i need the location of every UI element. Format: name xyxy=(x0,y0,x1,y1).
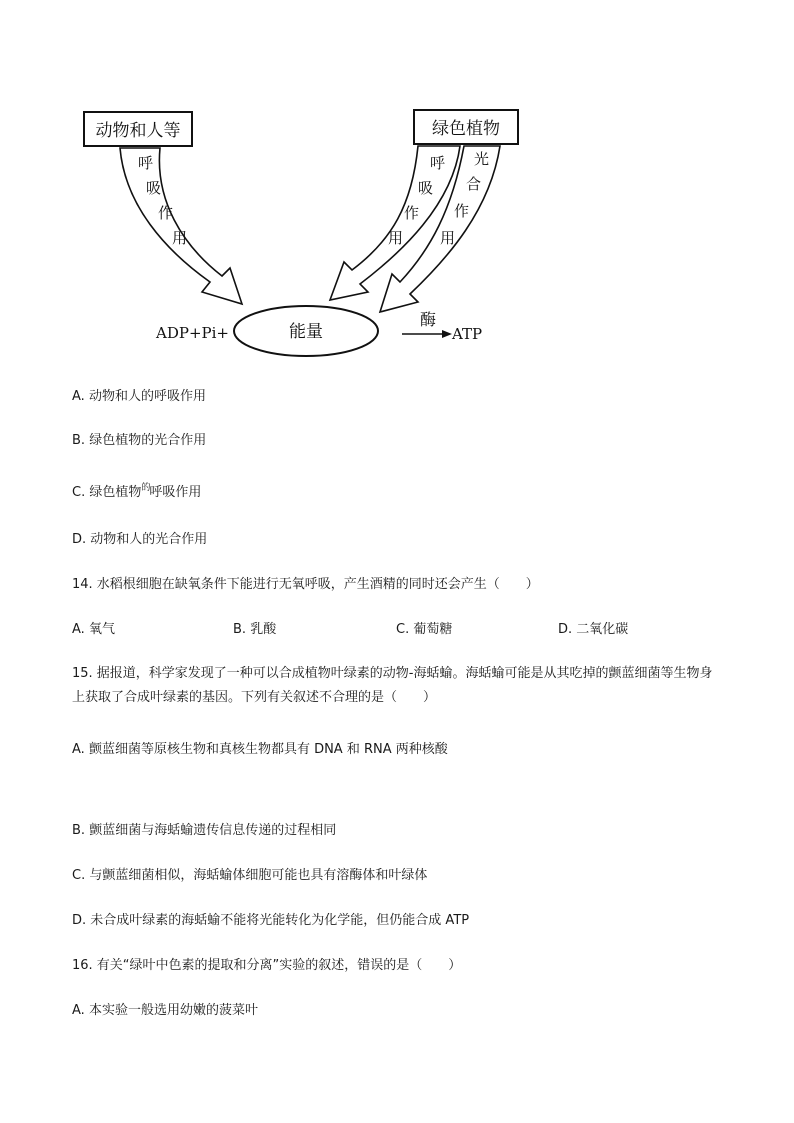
q13-option-a[interactable]: A. 动物和人的呼吸作用 xyxy=(72,389,206,404)
q14-option-b[interactable]: B. 乳酸 xyxy=(233,622,277,637)
svg-text:作: 作 xyxy=(404,204,420,222)
enzyme-label: 酶 xyxy=(420,310,437,329)
q15-option-d[interactable]: D. 未合成叶绿素的海蛞蝓不能将光能转化为化学能，但仍能合成 ATP xyxy=(72,913,470,928)
q15-option-c[interactable]: C. 与颤蓝细菌相似，海蛞蝓体细胞可能也具有溶酶体和叶绿体 xyxy=(72,868,428,883)
box-green-plants-label: 绿色植物 xyxy=(432,119,500,139)
svg-text:用: 用 xyxy=(440,229,456,247)
q14-stem: 14. 水稻根细胞在缺氧条件下能进行无氧呼吸，产生酒精的同时还会产生（ ） xyxy=(72,577,539,592)
reaction-arrow-head xyxy=(442,330,452,338)
svg-text:呼: 呼 xyxy=(138,154,154,172)
svg-text:吸: 吸 xyxy=(146,179,162,197)
box-animals-humans-label: 动物和人等 xyxy=(95,121,181,141)
q14-option-a[interactable]: A. 氧气 xyxy=(72,622,115,637)
atp-energy-diagram xyxy=(0,0,794,380)
svg-text:吸: 吸 xyxy=(418,179,434,197)
svg-text:用: 用 xyxy=(388,229,404,247)
svg-text:光: 光 xyxy=(474,150,490,168)
energy-label: 能量 xyxy=(289,322,323,342)
equation-left: ADP+Pi+ xyxy=(156,324,229,342)
q13-option-d[interactable]: D. 动物和人的光合作用 xyxy=(72,532,208,547)
q15-option-a[interactable]: A. 颤蓝细菌等原核生物和真核生物都具有 DNA 和 RNA 两种核酸 xyxy=(72,742,448,757)
q16-stem: 16. 有关“绿叶中色素的提取和分离”实验的叙述，错误的是（ ） xyxy=(72,958,462,973)
q13-option-b[interactable]: B. 绿色植物的光合作用 xyxy=(72,433,207,448)
q14-option-d[interactable]: D. 二氧化碳 xyxy=(558,622,629,637)
svg-text:作: 作 xyxy=(158,204,174,222)
equation-right: ATP xyxy=(452,325,483,343)
q16-option-a[interactable]: A. 本实验一般选用幼嫩的菠菜叶 xyxy=(72,1003,258,1018)
q15-stem: 15. 据报道，科学家发现了一种可以合成植物叶绿素的动物-海蛞蝓。海蛞蝓可能是从其吃掉的颤蓝细菌等生物身上获取了合成叶绿素的基因。下列有关叙述不合理的是（ ） xyxy=(72,666,713,705)
svg-text:作: 作 xyxy=(454,202,470,220)
q14-option-c[interactable]: C. 葡萄糖 xyxy=(396,622,453,637)
svg-text:用: 用 xyxy=(172,229,188,247)
q13-option-c[interactable]: C. 绿色植物$^的$呼吸作用 xyxy=(72,483,202,500)
svg-text:呼: 呼 xyxy=(430,154,446,172)
q15-option-b[interactable]: B. 颤蓝细菌与海蛞蝓遗传信息传递的过程相同 xyxy=(72,823,337,838)
svg-text:合: 合 xyxy=(466,175,482,193)
